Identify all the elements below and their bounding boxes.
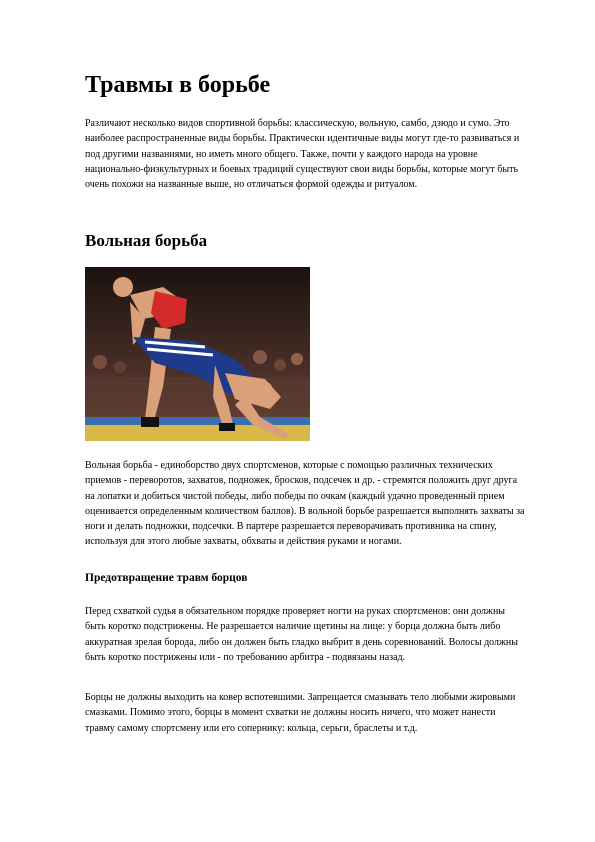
wrestling-photo — [85, 267, 310, 441]
prevention-paragraph-2: Борцы не должны выходить на ковер вспотевшими. Запрещается смазывать тело любыми жировыми смазками. Помимо этого, борцы в момент схватки не должны носить ничего, что может нанести травму самому спортсмену или его сопернику: кольца, серьги, браслеты и т.д. — [85, 692, 516, 734]
section-heading: Вольная борьба — [85, 231, 208, 250]
subsection-heading: Предотвращение травм борцов — [85, 572, 248, 584]
mat-edge — [85, 417, 310, 425]
section-paragraph: Вольная борьба - единоборство двух спортсменов, которые с помощью различных технических приемов - переворотов, захватов, подножек, бросков, подсечек и др. - стремятся положить друг друга на лопатки и добиться чистой победы, либо победы по очкам (каждый удачно проведенный прием оценивается определенным количеством баллов). В вольной борьбе разрешается выполнять захваты за ноги и делать подножки, подсечки. В партере разрешается переворачивать противника на спину, используя для этого любые захваты, обхваты и действия руками и ногами. — [85, 460, 525, 548]
page-title: Травмы в борьбе — [85, 72, 271, 98]
prevention-paragraph-1: Перед схваткой судья в обязательном порядке проверяет ногти на руках спортсменов: они должны быть коротко подстрижены. Не разрешается наличие щетины на лице: у борца должна быть либо аккуратная зрелая борода, либо он должен быть гладко выбрит в день соревнований. Волосы должны быть коротко пострижены или - по требованию арбитра - подвязаны назад. — [85, 606, 518, 663]
wrestling-illustration — [85, 267, 310, 441]
intro-paragraph: Различают несколько видов спортивной борьбы: классическую, вольную, самбо, дзюдо и сумо. Это наиболее распространенные виды борьбы. Практически идентичные виды могут где-то развиваться и под другими названиями, но иметь много общего. Также, почти у каждого народа на уровне национально-физкультурных и боевых традиций существуют свои виды борьбы, которые могут быть очень похожи на названные выше, но отличаться формой одежды и ритуалом. — [85, 118, 520, 191]
